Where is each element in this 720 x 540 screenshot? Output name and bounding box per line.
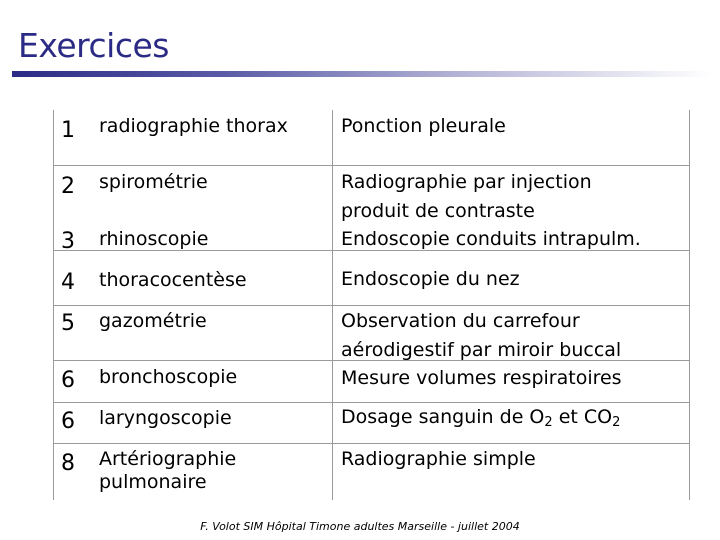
- footer-credit: F. Volot SIM Hôpital Timone adultes Marseille - juillet 2004: [200, 520, 520, 533]
- subscript: 2: [544, 415, 553, 430]
- exercise-number: 6: [61, 409, 75, 434]
- exam-term: radiographie thorax: [99, 115, 288, 137]
- exercise-number: 3: [61, 229, 75, 254]
- definition-line: Endoscopie conduits intrapulm.: [341, 228, 641, 250]
- definition-line: Radiographie simple: [341, 448, 536, 470]
- exercise-table: [53, 110, 690, 500]
- definition-cell: [341, 112, 689, 141]
- definition-line: Mesure volumes respiratoires: [341, 367, 622, 389]
- definition-line: produit de contraste: [341, 199, 535, 222]
- definition-line: [341, 403, 689, 435]
- row-divider: [53, 305, 690, 306]
- slide-title: Exercices: [18, 26, 169, 65]
- definition-line: aérodigestif par miroir buccal: [341, 338, 622, 361]
- row-divider: [53, 443, 690, 444]
- definition-cell: [341, 403, 689, 435]
- definition-line: Radiographie par injection: [341, 171, 592, 193]
- title-underline: [12, 71, 712, 77]
- exam-term: bronchoscopie: [99, 366, 238, 388]
- exam-term: thoracocentèse: [99, 269, 247, 291]
- exercise-number: 1: [61, 118, 75, 143]
- definition-line: Ponction pleurale: [341, 115, 506, 137]
- exam-term: laryngoscopie: [99, 407, 232, 429]
- exercise-number: 5: [61, 311, 75, 336]
- exercise-number: 4: [61, 270, 75, 295]
- exercise-number: 2: [61, 174, 75, 199]
- exam-term: Artériographie pulmonaire: [99, 448, 237, 493]
- row-divider: [53, 165, 690, 166]
- exam-term: spirométrie: [99, 171, 208, 193]
- definition-cell: [341, 265, 689, 294]
- exam-term: rhinoscopie: [99, 228, 209, 250]
- definition-line: Endoscopie du nez: [341, 268, 520, 290]
- exercise-number: 6: [61, 368, 75, 393]
- exercise-number: 8: [61, 451, 75, 476]
- definition-cell: [341, 307, 689, 393]
- subscript: 2: [612, 415, 621, 430]
- definition-cell: [341, 168, 689, 254]
- definition-cell: [341, 445, 689, 474]
- exam-term: gazométrie: [99, 310, 207, 332]
- definition-text: et CO: [552, 406, 613, 428]
- definition-text: Dosage sanguin de O: [341, 406, 545, 428]
- definition-line: Observation du carrefour: [341, 310, 580, 332]
